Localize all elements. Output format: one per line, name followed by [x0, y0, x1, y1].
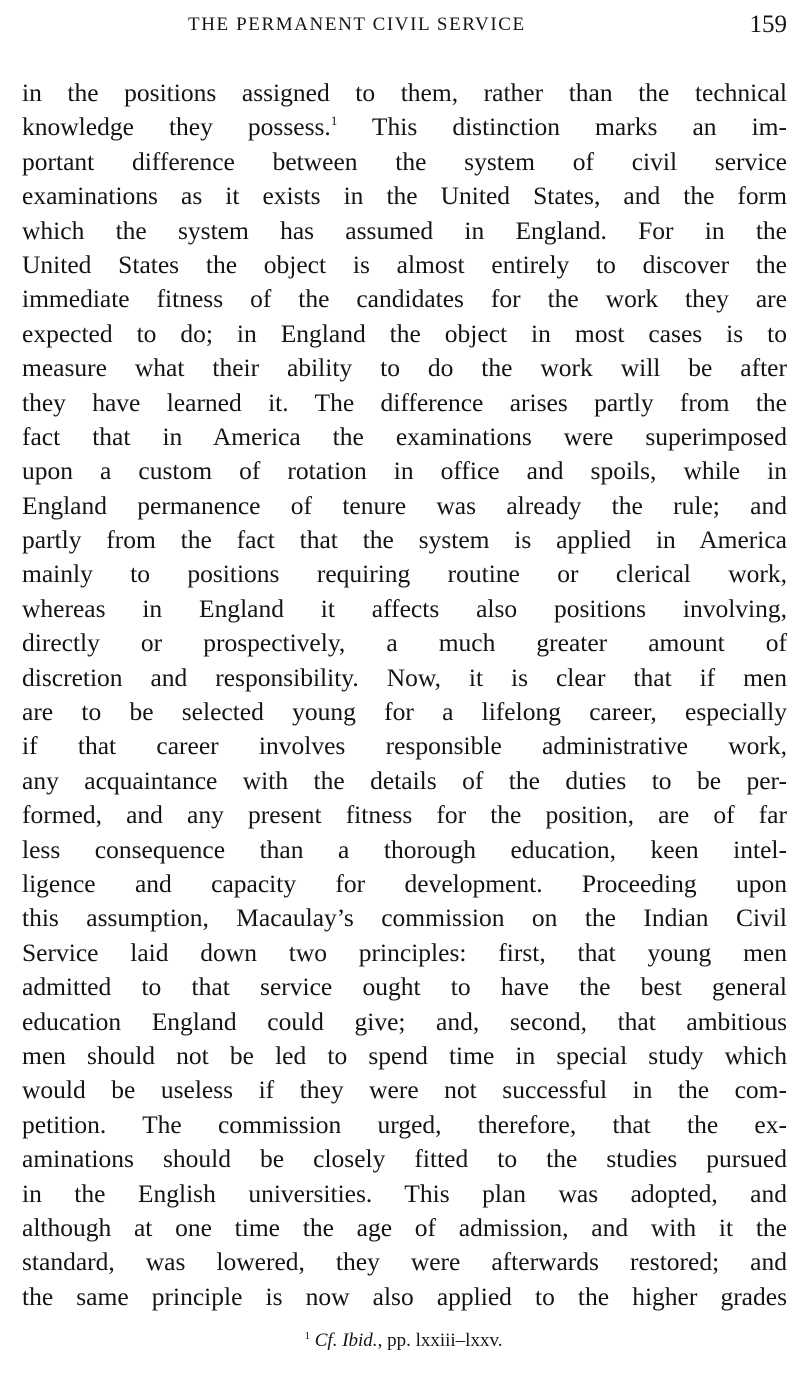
text-line: less consequence than a thorough education, keen intel- — [22, 834, 787, 864]
footnote-mark: 1 — [304, 1330, 310, 1342]
body-paragraph — [22, 76, 787, 1314]
text-line: in the English universities. This plan was adopted, and — [22, 1178, 787, 1208]
running-title: THE PERMANENT CIVIL SERVICE — [188, 14, 526, 35]
footnote — [0, 1330, 807, 1352]
text-line-segment: knowledge they possess. — [22, 112, 331, 142]
text-line: standard, was lowered, they were afterwards restored; and — [22, 1247, 787, 1277]
text-line: measure what their ability to do the work will be after — [22, 353, 787, 383]
text-line: directly or prospectively, a much greater amount of — [22, 628, 787, 658]
text-line: immediate fitness of the candidates for the work they are — [22, 284, 787, 314]
text-line: examinations as it exists in the United States, and the form — [22, 181, 787, 211]
text-line: which the system has assumed in England. For in the — [22, 215, 787, 245]
text-line: partly from the fact that the system is applied in America — [22, 525, 787, 555]
text-line: ligence and capacity for development. Proceeding upon — [22, 868, 787, 898]
text-line: whereas in England it affects also positions involving, — [22, 593, 787, 623]
text-line: in the positions assigned to them, rather than the technical — [22, 78, 787, 107]
text-line: would be useless if they were not successful in the com- — [22, 1075, 787, 1105]
text-line: portant difference between the system of civil service — [22, 146, 787, 176]
text-line: fact that in America the examinations were superimposed — [22, 421, 787, 451]
running-head — [0, 10, 807, 42]
text-line: admitted to that service ought to have the best general — [22, 972, 787, 1002]
text-line: they have learned it. The difference arises partly from the — [22, 387, 787, 417]
text-line: aminations should be closely fitted to the studies pursued — [22, 1144, 787, 1174]
footnote-cf: Cf. — [314, 1330, 338, 1351]
text-line: mainly to positions requiring routine or clerical work, — [22, 559, 787, 589]
text-line-segment: This distinction marks an im- — [337, 112, 787, 142]
text-line: United States the object is almost entirely to discover the — [22, 249, 787, 279]
text-line — [22, 110, 787, 144]
footnote-ibid: Ibid. — [342, 1330, 378, 1351]
text-line: discretion and responsibility. Now, it is clear that if men — [22, 662, 787, 692]
text-line: men should not be led to spend time in special study which — [22, 1040, 787, 1070]
footnote-pages: , pp. lxxiii–lxxv. — [377, 1330, 503, 1351]
text-line: although at one time the age of admission, and with it the — [22, 1212, 787, 1242]
text-line: expected to do; in England the object in most cases is to — [22, 318, 787, 348]
text-line: upon a custom of rotation in office and spoils, while in — [22, 456, 787, 486]
text-line: education England could give; and, second, that ambitious — [22, 1006, 787, 1036]
text-line: England permanence of tenure was already the rule; and — [22, 490, 787, 520]
footnote-reference: 1 — [330, 113, 338, 129]
text-line: the same principle is now also applied to the higher grades — [22, 1281, 787, 1311]
text-line: any acquaintance with the details of the duties to be per- — [22, 765, 787, 795]
text-line: this assumption, Macaulay’s commission on the Indian Civil — [22, 903, 787, 933]
text-line: if that career involves responsible administrative work, — [22, 731, 787, 761]
text-line: Service laid down two principles: first, that young men — [22, 937, 787, 967]
text-line: petition. The commission urged, therefore, that the ex- — [22, 1109, 787, 1139]
text-line: are to be selected young for a lifelong career, especially — [22, 697, 787, 727]
page-number: 159 — [749, 11, 787, 38]
text-line: formed, and any present fitness for the position, are of far — [22, 800, 787, 830]
